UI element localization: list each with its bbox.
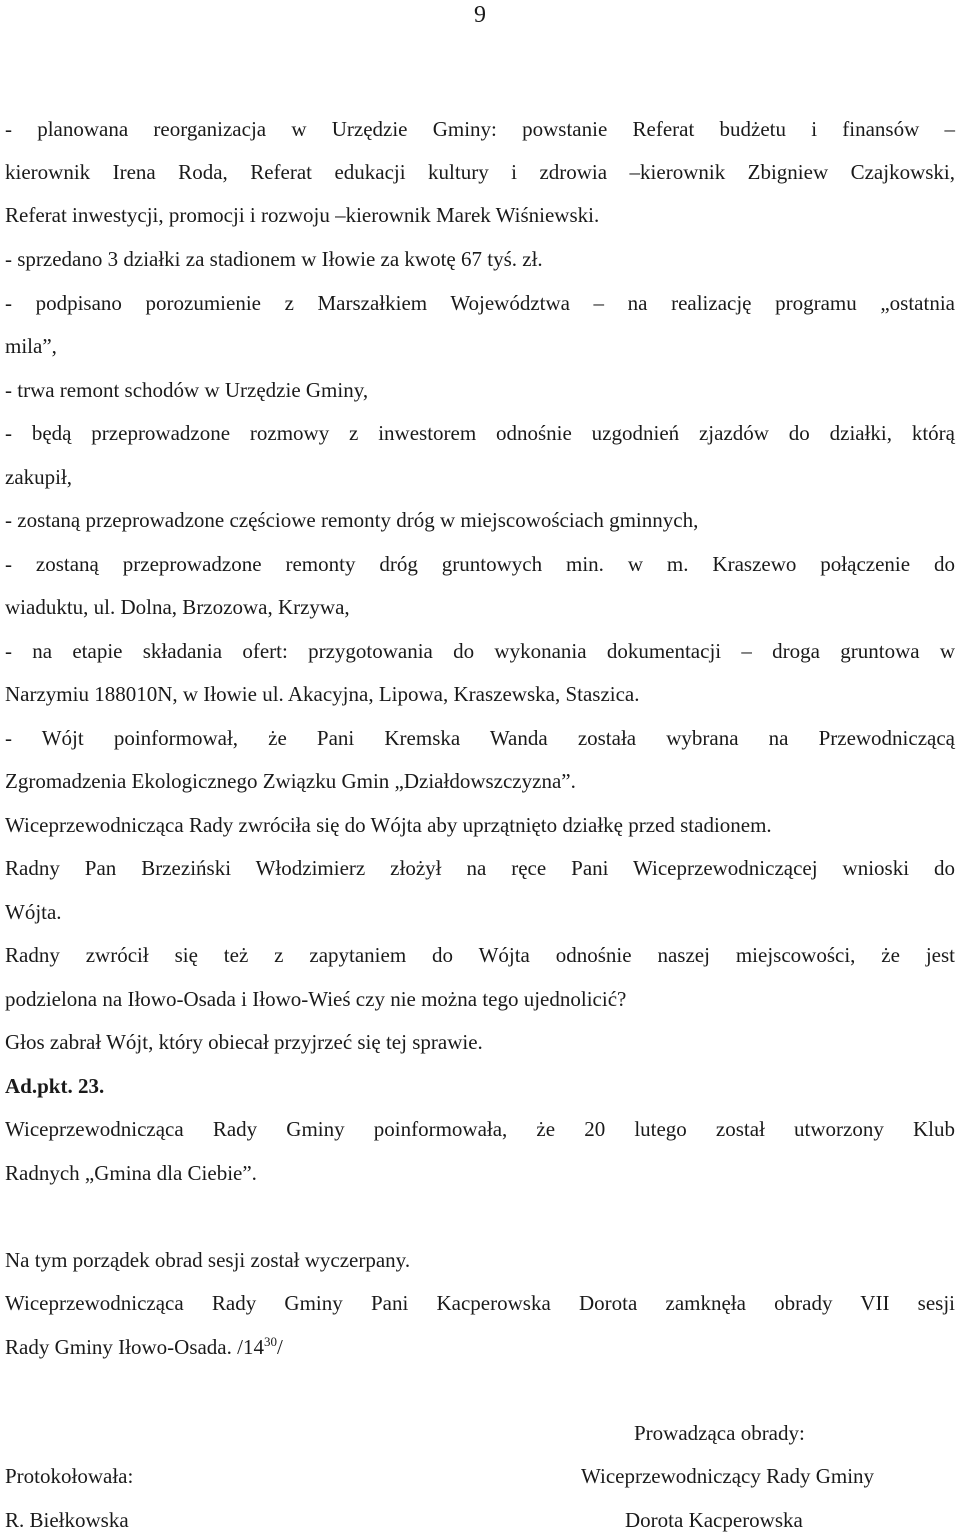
chair-heading: Prowadząca obrady: (634, 1421, 805, 1445)
text-line: Głos zabrał Wójt, który obiecał przyjrzeć się tej sprawie. (5, 1030, 483, 1054)
text-line: Wiceprzewodnicząca Rady Gminy Pani Kacperowska Dorota zamknęła obrady VII sesji (5, 1291, 955, 1315)
text-line: zakupił, (5, 465, 73, 489)
text-line: Wiceprzewodnicząca Rady zwróciła się do Wójta aby uprzątnięto działkę przed stadionem. (5, 813, 772, 837)
recorder-role: Protokołowała: (5, 1464, 134, 1488)
text-line: Radny Pan Brzeziński Włodzimierz złożył na ręce Pani Wiceprzewodniczącej wnioski do (5, 856, 955, 880)
chair-name: Dorota Kacperowska (625, 1508, 803, 1532)
text-line: Radny zwrócił się też z zapytaniem do Wójta odnośnie naszej miejscowości, że jest (5, 943, 955, 967)
text-line: - będą przeprowadzone rozmowy z inwestorem odnośnie uzgodnień zjazdów do działki, którą (5, 421, 955, 445)
text-line: Narzymiu 188010N, w Iłowie ul. Akacyjna, Lipowa, Kraszewska, Staszica. (5, 682, 640, 706)
chair-role: Wiceprzewodniczący Rady Gminy (581, 1464, 875, 1488)
text-line: mila”, (5, 334, 57, 358)
text-line: - sprzedano 3 działki za stadionem w Iłowie za kwotę 67 tyś. zł. (5, 247, 543, 271)
text-line: Wiceprzewodnicząca Rady Gminy poinformowała, że 20 lutego został utworzony Klub (5, 1117, 955, 1141)
text-line: Referat inwestycji, promocji i rozwoju –kierownik Marek Wiśniewski. (5, 203, 600, 227)
recorder-name: R. Biełkowska (5, 1508, 129, 1532)
text-line: - planowana reorganizacja w Urzędzie Gminy: powstanie Referat budżetu i finansów – (5, 117, 955, 141)
text-line: wiaduktu, ul. Dolna, Brzozowa, Krzywa, (5, 595, 350, 619)
text-line: Radnych „Gmina dla Ciebie”. (5, 1161, 257, 1185)
text-line: - podpisano porozumienie z Marszałkiem Województwa – na realizację programu „ostatnia (5, 291, 955, 315)
text-line: - na etapie składania ofert: przygotowania do wykonania dokumentacji – droga gruntowa w (5, 639, 955, 663)
text-line (5, 1333, 955, 1361)
page-number: 9 (474, 2, 486, 28)
text-line: Wójta. (5, 900, 62, 924)
time-superscript: 30 (263, 1334, 277, 1350)
text-line: - zostaną przeprowadzone częściowe remonty dróg w miejscowościach gminnych, (5, 508, 699, 532)
text-line: podzielona na Iłowo-Osada i Iłowo-Wieś czy nie można tego ujednolicić? (5, 987, 627, 1011)
text-line: Zgromadzenia Ekologicznego Związku Gmin „Działdowszczyzna”. (5, 769, 576, 793)
closing-suffix: / (276, 1335, 283, 1359)
text-line: kierownik Irena Roda, Referat edukacji kultury i zdrowia –kierownik Zbigniew Czajkowski, (5, 160, 955, 184)
text-line: - zostaną przeprowadzone remonty dróg gruntowych min. w m. Kraszewo połączenie do (5, 552, 955, 576)
text-line: - Wójt poinformował, że Pani Kremska Wanda została wybrana na Przewodniczącą (5, 726, 955, 750)
section-heading: Ad.pkt. 23. (5, 1074, 105, 1098)
closing-text: Rady Gminy Iłowo-Osada. /14 (5, 1335, 264, 1359)
text-line: - trwa remont schodów w Urzędzie Gminy, (5, 378, 369, 402)
text-line: Na tym porządek obrad sesji został wyczerpany. (5, 1248, 411, 1272)
